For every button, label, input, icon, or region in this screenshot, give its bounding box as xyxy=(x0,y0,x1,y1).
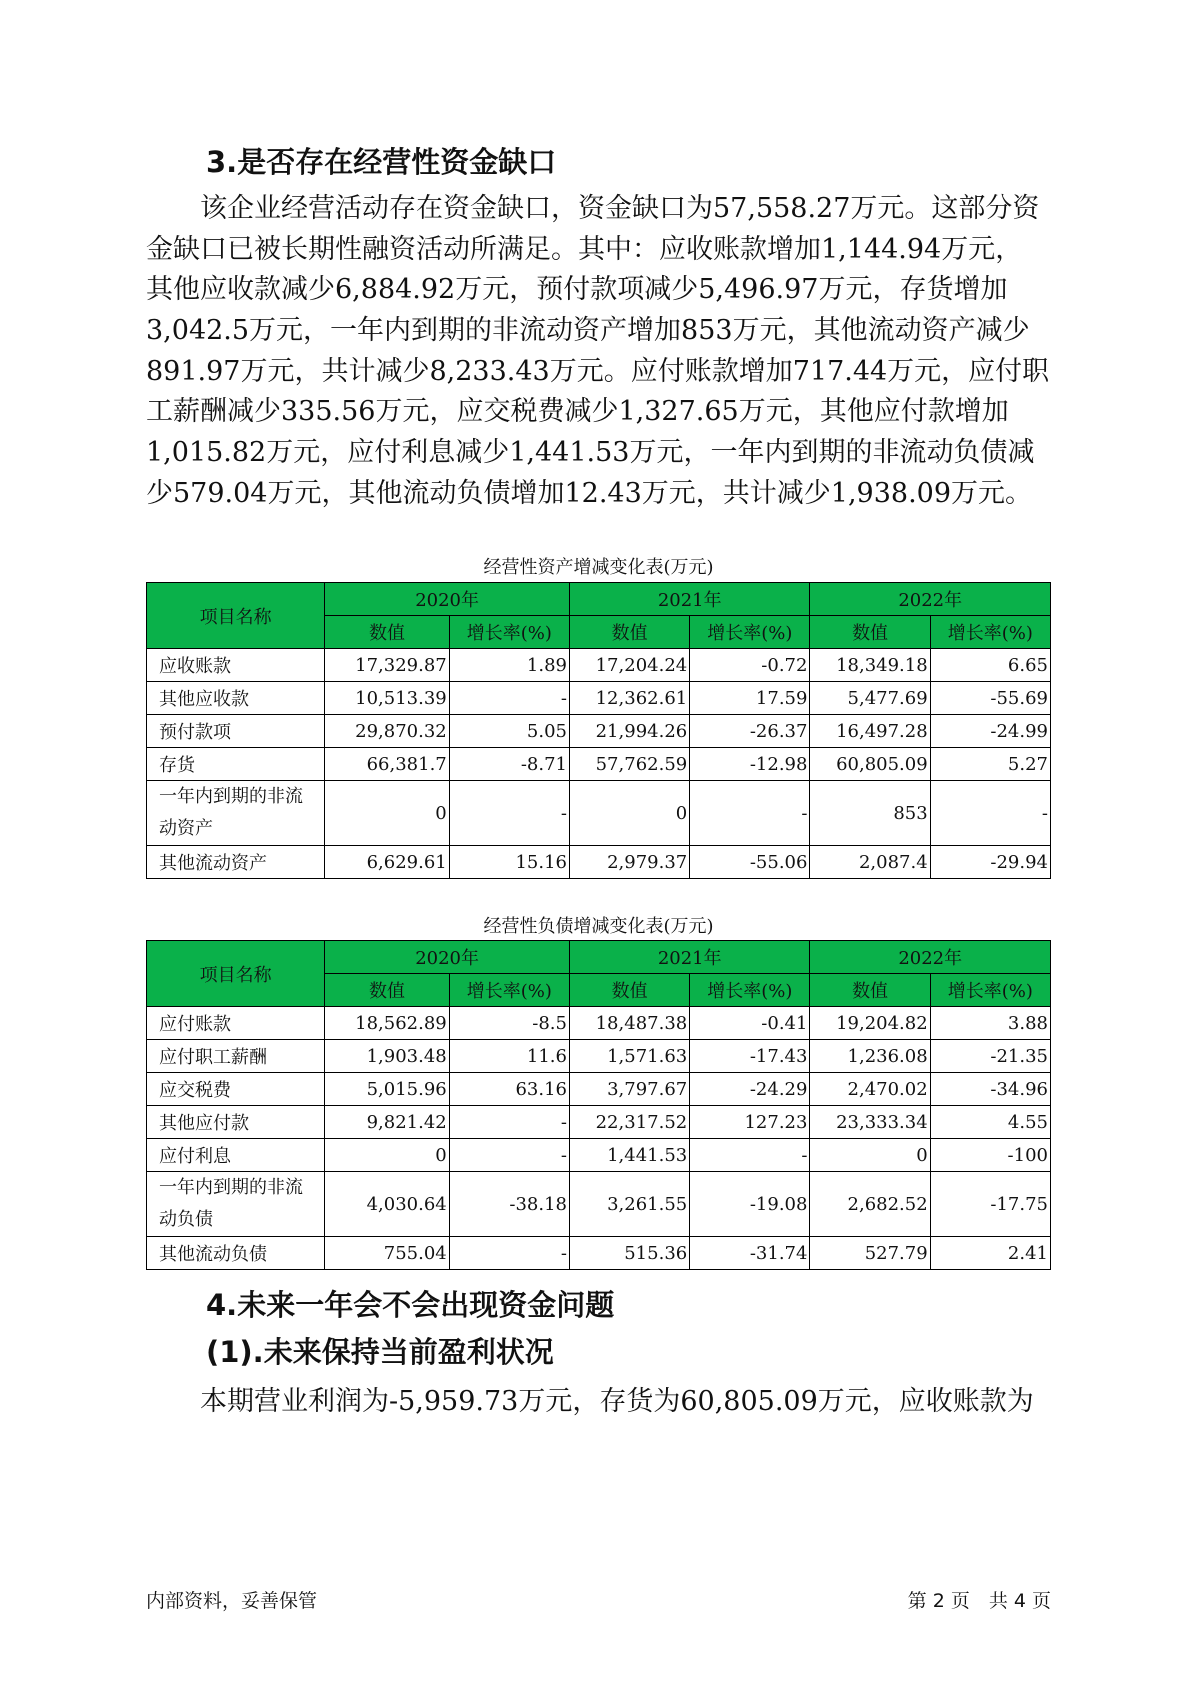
row-label xyxy=(147,781,325,846)
row-label xyxy=(147,1007,325,1040)
growth-cell: 1.89 xyxy=(449,649,569,682)
value-cell: 3,797.67 xyxy=(569,1073,689,1106)
value-cell: 5,015.96 xyxy=(325,1073,450,1106)
growth-cell: -24.29 xyxy=(690,1073,810,1106)
growth-header: 增长率(%) xyxy=(690,974,810,1007)
value-cell: 12,362.61 xyxy=(569,682,689,715)
paragraph-line: 工薪酬减少335.56万元，应交税费减少1,327.65万元，其他应付款增加 xyxy=(146,396,1009,428)
value-cell: 9,821.42 xyxy=(325,1106,450,1139)
year-header: 2022年 xyxy=(810,583,1051,616)
table-row xyxy=(147,1172,1051,1237)
value-cell: 1,903.48 xyxy=(325,1040,450,1073)
paragraph-line: 本期营业利润为-5,959.73万元，存货为60,805.09万元，应收账款为 xyxy=(146,1386,1034,1417)
growth-cell: 127.23 xyxy=(690,1106,810,1139)
growth-cell: -17.43 xyxy=(690,1040,810,1073)
growth-cell: - xyxy=(690,1139,810,1172)
value-cell: 2,979.37 xyxy=(569,846,689,879)
row-label-line: 存货 xyxy=(159,755,195,776)
row-label-line: 应付账款 xyxy=(159,1014,231,1035)
value-header: 数值 xyxy=(325,974,450,1007)
value-header: 数值 xyxy=(569,616,689,649)
section-3-heading: 3.是否存在经营性资金缺口 xyxy=(206,145,557,179)
liability-table-caption: 经营性负债增减变化表(万元) xyxy=(483,916,714,937)
growth-cell: 2.41 xyxy=(930,1237,1050,1270)
row-label-line: 动负债 xyxy=(159,1209,213,1230)
table-row xyxy=(147,1007,1051,1040)
growth-cell: -38.18 xyxy=(449,1172,569,1237)
year-header: 2021年 xyxy=(569,583,809,616)
value-cell: 60,805.09 xyxy=(810,748,930,781)
value-cell: 10,513.39 xyxy=(325,682,450,715)
value-cell: 2,470.02 xyxy=(810,1073,930,1106)
row-label xyxy=(147,1106,325,1139)
value-cell: 1,236.08 xyxy=(810,1040,930,1073)
growth-cell: - xyxy=(690,781,810,846)
row-label xyxy=(147,1073,325,1106)
value-cell: 21,994.26 xyxy=(569,715,689,748)
paragraph-line: 3,042.5万元，一年内到期的非流动资产增加853万元，其他流动资产减少 xyxy=(146,315,1030,347)
growth-cell: 11.6 xyxy=(449,1040,569,1073)
row-label-line: 其他应收款 xyxy=(159,689,249,710)
table-row xyxy=(147,846,1051,879)
value-cell: 19,204.82 xyxy=(810,1007,930,1040)
value-cell: 2,087.4 xyxy=(810,846,930,879)
row-label-line: 其他流动负债 xyxy=(159,1244,267,1265)
growth-cell: - xyxy=(449,1139,569,1172)
liability-table xyxy=(146,940,1051,1270)
section-4-subheading: (1).未来保持当前盈利状况 xyxy=(206,1335,554,1369)
paragraph-line: 少579.04万元，其他流动负债增加12.43万元，共计减少1,938.09万元。 xyxy=(146,477,1033,509)
value-cell: 6,629.61 xyxy=(325,846,450,879)
growth-cell: 5.27 xyxy=(930,748,1050,781)
value-cell: 0 xyxy=(810,1139,930,1172)
item-name-header: 项目名称 xyxy=(147,941,325,1007)
growth-cell: 5.05 xyxy=(449,715,569,748)
value-cell: 18,487.38 xyxy=(569,1007,689,1040)
growth-cell: - xyxy=(449,1106,569,1139)
value-cell: 66,381.7 xyxy=(325,748,450,781)
value-cell: 515.36 xyxy=(569,1237,689,1270)
row-label-line: 一年内到期的非流 xyxy=(159,786,303,807)
value-header: 数值 xyxy=(569,974,689,1007)
growth-header: 增长率(%) xyxy=(449,616,569,649)
table-row xyxy=(147,649,1051,682)
value-header: 数值 xyxy=(810,616,930,649)
value-cell: 755.04 xyxy=(325,1237,450,1270)
row-label-line: 其他应付款 xyxy=(159,1113,249,1134)
value-cell: 1,441.53 xyxy=(569,1139,689,1172)
growth-header: 增长率(%) xyxy=(449,974,569,1007)
growth-cell: -29.94 xyxy=(930,846,1050,879)
row-label-line: 应收账款 xyxy=(159,656,231,677)
year-header: 2022年 xyxy=(810,941,1051,974)
paragraph-line: 其他应收款减少6,884.92万元，预付款项减少5,496.97万元，存货增加 xyxy=(146,274,1008,306)
row-label-line: 应付利息 xyxy=(159,1146,231,1167)
row-label xyxy=(147,1237,325,1270)
section-4-paragraph xyxy=(146,1382,1061,1423)
value-cell: 3,261.55 xyxy=(569,1172,689,1237)
growth-cell: 17.59 xyxy=(690,682,810,715)
row-label-line: 应付职工薪酬 xyxy=(159,1047,267,1068)
value-cell: 5,477.69 xyxy=(810,682,930,715)
value-cell: 1,571.63 xyxy=(569,1040,689,1073)
asset-table-caption: 经营性资产增减变化表(万元) xyxy=(483,557,714,578)
growth-header: 增长率(%) xyxy=(930,616,1050,649)
growth-cell: - xyxy=(449,682,569,715)
value-cell: 18,349.18 xyxy=(810,649,930,682)
value-cell: 0 xyxy=(325,781,450,846)
value-cell: 23,333.34 xyxy=(810,1106,930,1139)
paragraph-line: 金缺口已被长期性融资活动所满足。其中：应收账款增加1,144.94万元， xyxy=(146,233,1023,265)
table-row xyxy=(147,715,1051,748)
value-cell: 29,870.32 xyxy=(325,715,450,748)
paragraph-line: 该企业经营活动存在资金缺口，资金缺口为57,558.27万元。这部分资 xyxy=(146,193,1040,224)
value-cell: 2,682.52 xyxy=(810,1172,930,1237)
table-row xyxy=(147,1040,1051,1073)
row-label xyxy=(147,1040,325,1073)
footer-page-number: 第 2 页 共 4 页 xyxy=(907,1590,1051,1612)
section-4-heading: 4.未来一年会不会出现资金问题 xyxy=(206,1288,615,1322)
table-row xyxy=(147,1237,1051,1270)
growth-cell: -55.06 xyxy=(690,846,810,879)
value-cell: 0 xyxy=(325,1139,450,1172)
growth-cell: -21.35 xyxy=(930,1040,1050,1073)
row-label xyxy=(147,1172,325,1237)
growth-cell: 6.65 xyxy=(930,649,1050,682)
table-row xyxy=(147,682,1051,715)
row-label xyxy=(147,1139,325,1172)
growth-cell: -24.99 xyxy=(930,715,1050,748)
item-name-header: 项目名称 xyxy=(147,583,325,649)
growth-header: 增长率(%) xyxy=(690,616,810,649)
value-cell: 853 xyxy=(810,781,930,846)
growth-cell: -34.96 xyxy=(930,1073,1050,1106)
row-label xyxy=(147,748,325,781)
growth-cell: -17.75 xyxy=(930,1172,1050,1237)
growth-cell: -0.41 xyxy=(690,1007,810,1040)
row-label xyxy=(147,846,325,879)
row-label xyxy=(147,682,325,715)
growth-cell: - xyxy=(449,781,569,846)
growth-cell: 63.16 xyxy=(449,1073,569,1106)
row-label-line: 其他流动资产 xyxy=(159,853,267,874)
paragraph-line: 1,015.82万元，应付利息减少1,441.53万元，一年内到期的非流动负债减 xyxy=(146,437,1035,469)
value-cell: 57,762.59 xyxy=(569,748,689,781)
growth-header: 增长率(%) xyxy=(930,974,1050,1007)
value-header: 数值 xyxy=(810,974,930,1007)
year-header: 2020年 xyxy=(325,941,570,974)
asset-table-body xyxy=(147,649,1051,879)
growth-cell: -100 xyxy=(930,1139,1050,1172)
growth-cell: 15.16 xyxy=(449,846,569,879)
value-cell: 4,030.64 xyxy=(325,1172,450,1237)
row-label-line: 应交税费 xyxy=(159,1080,231,1101)
row-label-line: 动资产 xyxy=(159,818,213,839)
value-cell: 527.79 xyxy=(810,1237,930,1270)
growth-cell: -8.71 xyxy=(449,748,569,781)
footer-confidential-note: 内部资料，妥善保管 xyxy=(146,1590,318,1612)
value-header: 数值 xyxy=(325,616,450,649)
year-header: 2021年 xyxy=(569,941,809,974)
growth-cell: - xyxy=(930,781,1050,846)
value-cell: 17,329.87 xyxy=(325,649,450,682)
growth-cell: -12.98 xyxy=(690,748,810,781)
value-cell: 22,317.52 xyxy=(569,1106,689,1139)
table-row xyxy=(147,1139,1051,1172)
table-row xyxy=(147,781,1051,846)
growth-cell: -31.74 xyxy=(690,1237,810,1270)
asset-table xyxy=(146,582,1051,879)
growth-cell: -26.37 xyxy=(690,715,810,748)
row-label xyxy=(147,715,325,748)
section-3-paragraph xyxy=(146,189,1061,515)
growth-cell: - xyxy=(449,1237,569,1270)
liability-table-body xyxy=(147,1007,1051,1270)
paragraph-line: 891.97万元，共计减少8,233.43万元。应付账款增加717.44万元，应付职 xyxy=(146,355,1050,387)
growth-cell: -0.72 xyxy=(690,649,810,682)
value-cell: 0 xyxy=(569,781,689,846)
growth-cell: 3.88 xyxy=(930,1007,1050,1040)
value-cell: 16,497.28 xyxy=(810,715,930,748)
value-cell: 18,562.89 xyxy=(325,1007,450,1040)
row-label xyxy=(147,649,325,682)
year-header: 2020年 xyxy=(325,583,570,616)
growth-cell: -19.08 xyxy=(690,1172,810,1237)
table-row xyxy=(147,1106,1051,1139)
growth-cell: 4.55 xyxy=(930,1106,1050,1139)
row-label-line: 一年内到期的非流 xyxy=(159,1177,303,1198)
table-row xyxy=(147,748,1051,781)
row-label-line: 预付款项 xyxy=(159,722,231,743)
table-row xyxy=(147,1073,1051,1106)
value-cell: 17,204.24 xyxy=(569,649,689,682)
growth-cell: -8.5 xyxy=(449,1007,569,1040)
growth-cell: -55.69 xyxy=(930,682,1050,715)
